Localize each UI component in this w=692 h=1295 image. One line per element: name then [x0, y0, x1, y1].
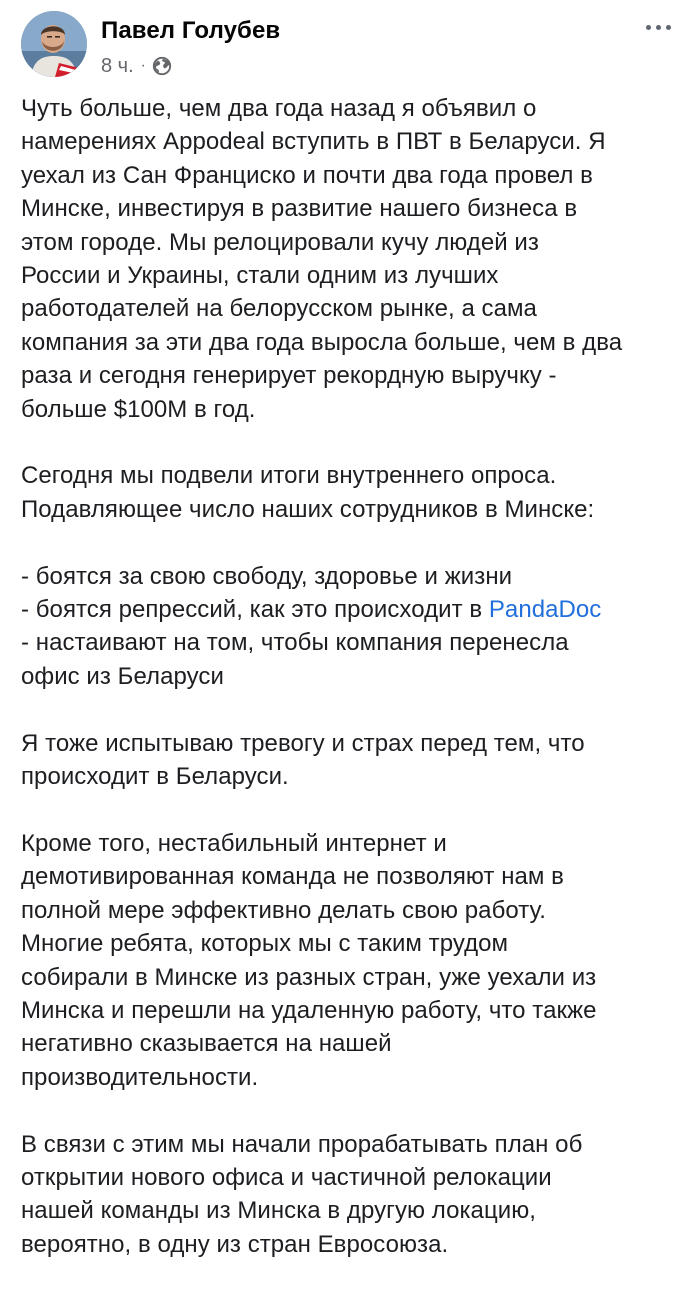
text-line: намерениях Appodeal вступить в ПВТ в Беларуси. Я [21, 128, 606, 156]
text-line: - настаивают на том, чтобы компания перенесла [21, 629, 569, 657]
text-line: - боятся за свою свободу, здоровье и жизни [21, 562, 513, 590]
text-line: больше $100M в год. [21, 395, 256, 423]
paragraph-5 [21, 827, 681, 1094]
text-line: офис из Беларуси [21, 662, 224, 690]
text-line: Минска и перешли на удаленную работу, что также [21, 996, 597, 1024]
text-line: Минске, инвестируя в развитие нашего бизнеса в [21, 195, 578, 223]
more-options-icon[interactable] [640, 14, 676, 40]
text-line: Я тоже испытываю тревогу и страх перед тем, что [21, 729, 585, 757]
text-line: Кроме того, нестабильный интернет и [21, 829, 447, 857]
text-line: происходит в Беларуси. [21, 763, 289, 791]
paragraph-1 [21, 92, 681, 426]
text-line: демотивированная команда не позволяют нам в [21, 863, 564, 891]
paragraph-4 [21, 727, 681, 794]
paragraph-2 [21, 459, 681, 526]
text-line: уехал из Сан Франциско и почти два года провел в [21, 161, 593, 189]
post-timestamp[interactable]: 8 ч. [101, 54, 134, 77]
paragraph-3 [21, 560, 681, 694]
text-line: производительности. [21, 1063, 259, 1091]
text-line: В связи с этим мы начали прорабатывать план об [21, 1130, 583, 1158]
meta-separator: · [140, 57, 146, 74]
text-line: Многие ребята, которых мы с таким трудом [21, 930, 509, 958]
globe-icon[interactable] [152, 56, 172, 76]
text-line: нашей команды из Минска в другую локацию, [21, 1197, 536, 1225]
text-line: собирали в Минске из разных стран, уже уехали из [21, 963, 597, 991]
text-line: раза и сегодня генерирует рекордную выручку - [21, 362, 557, 390]
author-avatar[interactable] [21, 11, 87, 77]
text-line: вероятно, в одну из стран Евросоюза. [21, 1230, 449, 1258]
text-line: полной мере эффективно делать свою работу. [21, 896, 546, 924]
text-line: Подавляющее число наших сотрудников в Минске: [21, 495, 595, 523]
post-text [21, 92, 681, 1295]
avatar-photo [21, 11, 87, 77]
text-fragment: - боятся репрессий, как это происходит в [21, 596, 489, 624]
text-line: этом городе. Мы релоцировали кучу людей из [21, 228, 539, 256]
text-line: открытии нового офиса и частичной релокации [21, 1163, 552, 1191]
text-line-with-mention [21, 593, 681, 626]
text-line: Сегодня мы подвели итоги внутреннего опроса. [21, 462, 557, 490]
text-line: негативно сказывается на нашей [21, 1030, 392, 1058]
paragraph-6 [21, 1128, 681, 1262]
author-name[interactable]: Павел Голубев [101, 17, 281, 44]
pandadoc-mention-link[interactable]: PandaDoc [488, 596, 602, 624]
text-line: Чуть больше, чем два года назад я объявил о [21, 95, 537, 122]
text-line: компания за эти два года выросла больше, чем в два [21, 328, 623, 356]
post-meta [101, 53, 172, 79]
post-header [0, 0, 692, 90]
text-line: России и Украины, стали одним из лучших [21, 262, 499, 290]
text-line: работодателей на белорусском рынке, а сама [21, 295, 537, 323]
